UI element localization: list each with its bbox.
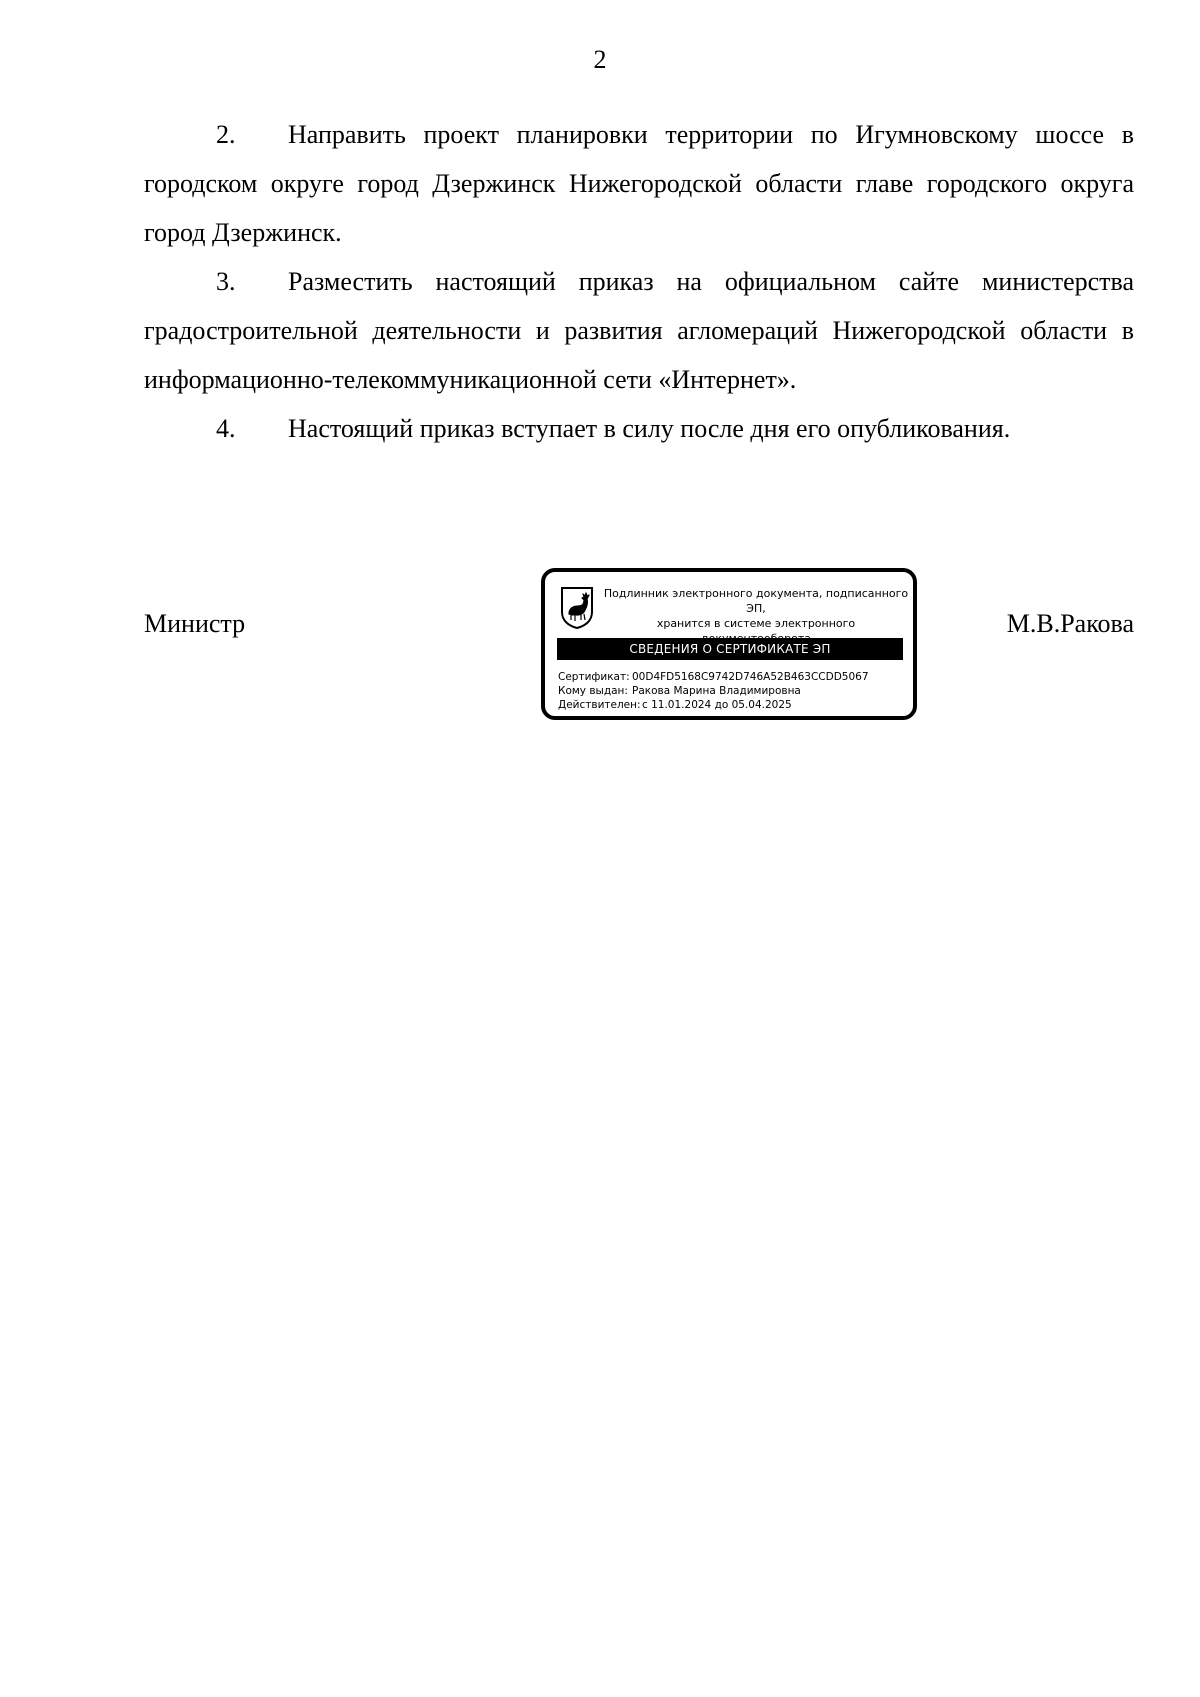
page-number: 2 [593,45,607,74]
paragraph-3 [144,257,1134,404]
document-body [144,110,1134,453]
paragraph-4 [144,404,1134,453]
certificate-row [558,670,869,684]
paragraph-number: 4. [216,414,236,443]
paragraph-text: Разместить настоящий приказ на официальном сайте министерства градостроительной деятельности и развития агломераций Нижегородской области в информационно-телекоммуникационной сети «Интернет». [144,267,1134,394]
signatory-title: Министр [144,609,246,638]
stamp-heading [601,586,911,646]
paragraph-text: Настоящий приказ вступает в силу после дня его опубликования. [288,414,1011,443]
signature-block [144,568,1134,768]
issued-to-label: Кому выдан: [558,685,628,697]
paragraph-2 [144,110,1134,257]
stamp-heading-line: хранится в системе электронного [656,617,856,630]
certificate-info-title: СВЕДЕНИЯ О СЕРТИФИКАТЕ ЭП [557,638,903,660]
issued-to-row [558,684,869,698]
certificate-details [558,670,869,712]
certificate-label: Сертификат: [558,671,630,683]
validity-label: Действителен: [558,699,641,711]
signatory-name: М.В.Ракова [1006,609,1134,638]
paragraph-text: Направить проект планировки территории по Игумновскому шоссе в городском округе город Дзержинск Нижегородской области главе городского округа город Дзержинск. [144,120,1134,247]
validity-value: с 11.01.2024 до 05.04.2025 [642,699,792,711]
deer-emblem-icon [559,586,595,630]
paragraph-number: 2. [216,120,236,149]
certificate-value: 00D4FD5168C9742D746A52B463CCDD5067 [632,671,869,683]
validity-row [558,698,869,712]
paragraph-number: 3. [216,267,236,296]
electronic-signature-stamp [541,568,917,720]
stamp-heading-line: Подлинник электронного документа, подписанного ЭП, [603,587,909,615]
issued-to-value: Ракова Марина Владимировна [632,685,801,697]
